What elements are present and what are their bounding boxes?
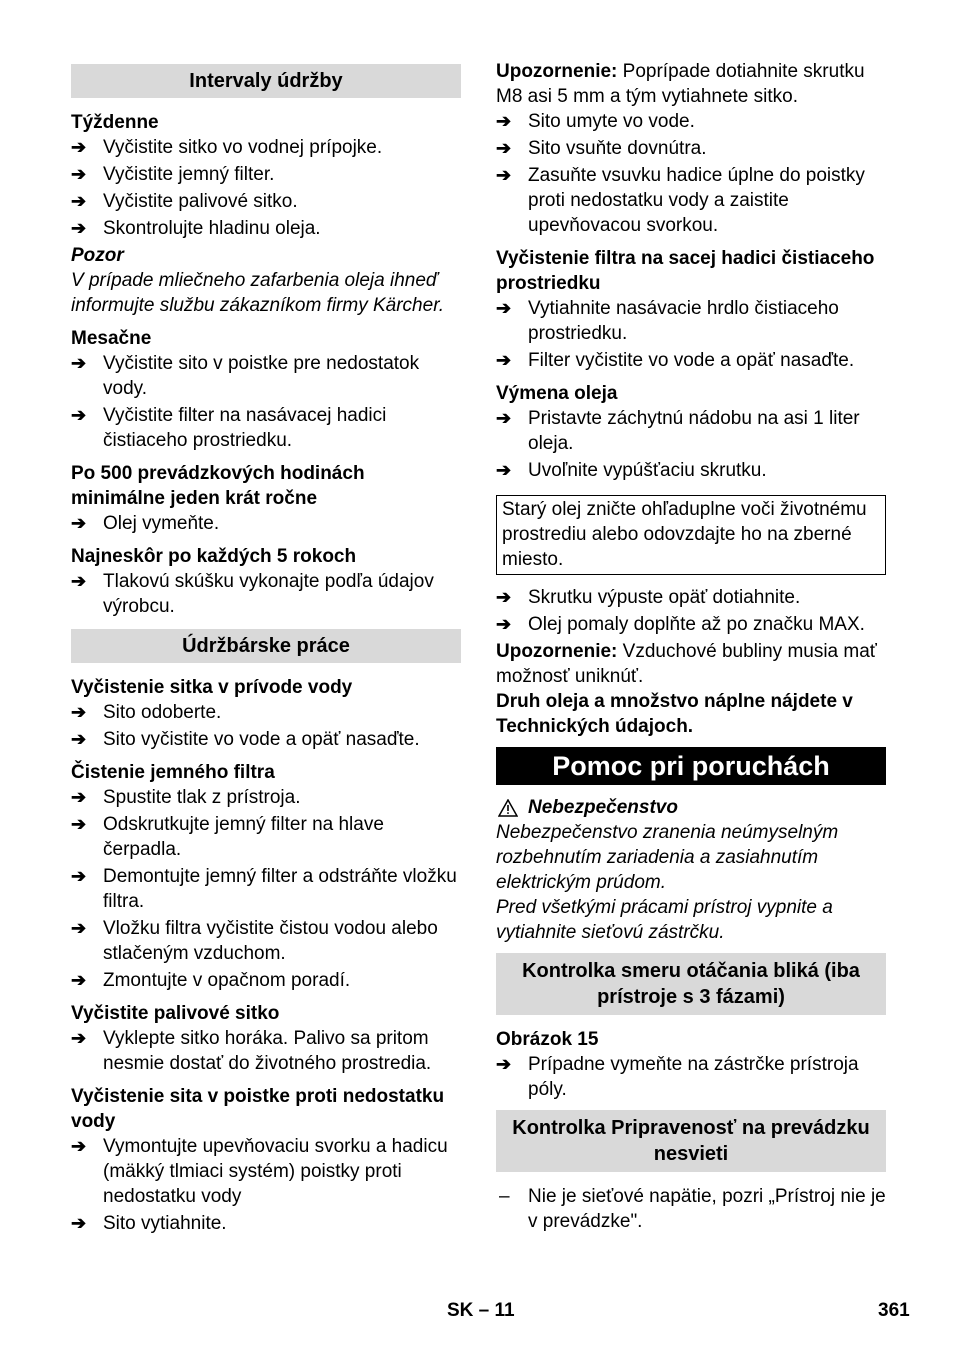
list-item: ➔ Zasuňte vsuvku hadice úplne do poistky proti nedostatku vody a zaistite upevňovacou svorkou. [496, 165, 865, 236]
years5-title: Najneskôr po každých 5 rokoch [71, 546, 357, 567]
list-item: ➔ Vyklepte sitko horáka. Palivo sa pritom nesmie dostať do životného prostredia. [71, 1028, 432, 1074]
fuel-strainer-list [71, 1026, 461, 1076]
oil-change-list [496, 406, 886, 483]
list-item: – Nie je sieťové napätie, pozri „Prístroj nie je v prevádzke". [499, 1186, 886, 1232]
weekly-title: Týždenne [71, 112, 159, 133]
list-item: ➔ Sito vyčistite vo vode a opäť nasaďte. [71, 729, 420, 750]
list-item: ➔ Odskrutkujte jemný filter na hlave čerpadla. [71, 814, 384, 860]
maintenance-intervals-heading: Intervaly údržby [71, 64, 461, 98]
arrow-icon: ➔ [71, 918, 87, 938]
list-item: ➔ Vytiahnite nasávacie hrdlo čistiaceho prostriedku. [496, 298, 839, 344]
list-item: ➔ Vyčistite palivové sitko. [71, 191, 298, 212]
arrow-icon: ➔ [71, 1028, 87, 1048]
arrow-icon: ➔ [71, 1136, 87, 1156]
list-item: ➔ Zmontujte v opačnom poradí. [71, 970, 351, 991]
arrow-icon: ➔ [496, 460, 512, 480]
list-item: ➔ Spustite tlak z prístroja. [71, 787, 301, 808]
list-item: ➔ Vymontujte upevňovaciu svorku a hadicu (mäkký tlmiaci systém) poistky proti nedostatku vody [71, 1136, 448, 1207]
arrow-icon: ➔ [71, 571, 87, 591]
fine-filter-title: Čistenie jemného filtra [71, 762, 275, 783]
list-item: ➔ Demontujte jemný filter a odstráňte vložku filtra. [71, 866, 457, 912]
arrow-icon: ➔ [496, 111, 512, 131]
arrow-icon: ➔ [71, 866, 87, 886]
list-item: ➔ Pristavte záchytnú nádobu na asi 1 liter oleja. [496, 408, 860, 454]
arrow-icon: ➔ [496, 165, 512, 185]
list-item: ➔ Prípadne vymeňte na zástrčke prístroja póly. [496, 1054, 859, 1100]
water-inlet-list [71, 700, 461, 752]
list-item: ➔ Skontrolujte hladinu oleja. [71, 218, 321, 239]
warning-triangle-icon [498, 799, 518, 817]
rotation-heading: Kontrolka smeru otáčania bliká (iba prístroje s 3 fázami) [496, 953, 886, 1015]
danger-text-2: Pred všetkými prácami prístroj vypnite a vytiahnite sieťovú zástrčku. [496, 897, 833, 943]
arrow-icon: ➔ [496, 614, 512, 634]
left-column [71, 64, 461, 1238]
weekly-list [71, 135, 461, 241]
list-item: ➔ Olej pomaly doplňte až po značku MAX. [496, 614, 865, 635]
arrow-icon: ➔ [496, 587, 512, 607]
arrow-icon: ➔ [71, 405, 87, 425]
arrow-icon: ➔ [496, 350, 512, 370]
list-item: ➔ Skrutku výpuste opäť dotiahnite. [496, 587, 801, 608]
hours500-list [71, 511, 461, 536]
caution-text: V prípade mliečneho zafarbenia oleja ihneď informujte službu zákazníkom firmy Kärcher. [71, 270, 445, 316]
danger-text-1: Nebezpečenstvo zranenia neúmyselným rozbehnutím zariadenia a zasiahnutím elektrickým prúdom. [496, 822, 839, 893]
list-item: ➔ Sito umyte vo vode. [496, 111, 695, 132]
right-column [496, 59, 886, 1236]
rotation-list [496, 1052, 886, 1102]
low-water-list [71, 1134, 461, 1236]
arrow-icon: ➔ [496, 1054, 512, 1074]
monthly-list [71, 351, 461, 453]
figure-label: Obrázok 15 [496, 1029, 599, 1050]
arrow-icon: ➔ [71, 787, 87, 807]
arrow-icon: ➔ [496, 408, 512, 428]
dash-icon: – [499, 1186, 510, 1207]
arrow-icon: ➔ [71, 702, 87, 722]
list-item: ➔ Sito vsuňte dovnútra. [496, 138, 707, 159]
list-item: ➔ Tlakovú skúšku vykonajte podľa údajov výrobcu. [71, 571, 434, 617]
oil-change-title: Výmena oleja [496, 383, 618, 404]
arrow-icon: ➔ [71, 164, 87, 184]
caution-title: Pozor [71, 245, 124, 266]
detergent-filter-list [496, 296, 886, 373]
arrow-icon: ➔ [71, 513, 87, 533]
low-water-title: Vyčistenie sita v poistke proti nedostatku vody [71, 1086, 445, 1132]
troubleshooting-heading: Pomoc pri poruchách [496, 747, 886, 785]
note-screw: Upozornenie: Poprípade dotiahnite skrutku M8 asi 5 mm a tým vytiahnete sitko. [496, 61, 865, 107]
ready-heading: Kontrolka Pripravenosť na prevádzku nesvieti [496, 1110, 886, 1172]
list-item: ➔ Vyčistite jemný filter. [71, 164, 275, 185]
arrow-icon: ➔ [71, 814, 87, 834]
arrow-icon: ➔ [71, 970, 87, 990]
monthly-title: Mesačne [71, 328, 152, 349]
oil-refill-list [496, 585, 886, 637]
hours500-title: Po 500 prevádzkových hodinách minimálne jeden krát ročne [71, 463, 365, 509]
arrow-icon: ➔ [71, 137, 87, 157]
list-item: ➔ Sito vytiahnite. [71, 1213, 227, 1234]
list-item: ➔ Vyčistite sitko vo vodnej prípojke. [71, 137, 383, 158]
footer-section: SK – 11 [447, 1300, 515, 1321]
list-item: ➔ Olej vymeňte. [71, 513, 220, 534]
sieve-list [496, 109, 886, 238]
arrow-icon: ➔ [71, 218, 87, 238]
arrow-icon: ➔ [496, 298, 512, 318]
list-item: ➔ Filter vyčistite vo vode a opäť nasaďte. [496, 350, 855, 371]
arrow-icon: ➔ [71, 1213, 87, 1233]
list-item: ➔ Vyčistite sito v poistke pre nedostatok vody. [71, 353, 420, 399]
arrow-icon: ➔ [71, 191, 87, 211]
note-air-bubbles: Upozornenie: Vzduchové bubliny musia mať možnosť uniknúť. [496, 641, 877, 687]
fine-filter-list [71, 785, 461, 993]
years5-list [71, 569, 461, 619]
page-number: 361 [878, 1300, 910, 1321]
list-item: ➔ Sito odoberte. [71, 702, 222, 723]
maintenance-work-heading: Údržbárske práce [71, 629, 461, 663]
list-item: ➔ Uvoľnite vypúšťaciu skrutku. [496, 460, 767, 481]
ready-list [496, 1184, 886, 1234]
danger-title: Nebezpečenstvo [496, 795, 886, 820]
arrow-icon: ➔ [496, 138, 512, 158]
environment-note-box: Starý olej zničte ohľaduplne voči životnému prostrediu alebo odovzdajte ho na zberné miesto. [496, 495, 886, 575]
arrow-icon: ➔ [71, 729, 87, 749]
list-item: ➔ Vyčistite filter na nasávacej hadici čistiaceho prostriedku. [71, 405, 387, 451]
detergent-filter-title: Vyčistenie filtra na sacej hadici čistiaceho prostriedku [496, 248, 875, 294]
list-item: ➔ Vložku filtra vyčistite čistou vodou alebo stlačeným vzduchom. [71, 918, 438, 964]
fuel-strainer-title: Vyčistite palivové sitko [71, 1003, 280, 1024]
oil-type-note: Druh oleja a množstvo náplne nájdete v Technických údajoch. [496, 691, 853, 737]
arrow-icon: ➔ [71, 353, 87, 373]
water-inlet-title: Vyčistenie sitka v prívode vody [71, 677, 353, 698]
